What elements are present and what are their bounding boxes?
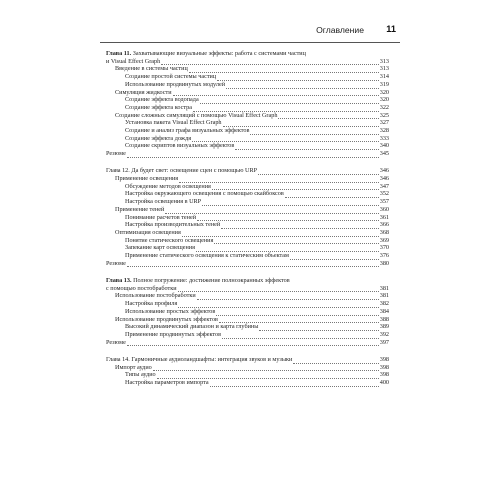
entry-title: Создание и анализ графа визуальных эффектов	[125, 127, 250, 135]
chapter-page: 398	[379, 355, 389, 363]
chapter-title	[106, 356, 389, 364]
subsection-entry	[106, 371, 389, 379]
header-page-number: 11	[386, 24, 396, 34]
entry-title: Импорт аудио	[115, 363, 152, 371]
entry-title: Резюме	[106, 150, 126, 158]
entry-title: Создание скриптов визуальных эффектов	[125, 142, 235, 150]
entry-page: 369	[379, 236, 389, 244]
dot-leader	[278, 113, 378, 119]
subsection-entry	[106, 221, 389, 229]
section-entry	[106, 292, 389, 300]
subsection-entry	[106, 73, 389, 81]
dot-leader	[189, 67, 379, 73]
dot-leader	[258, 169, 379, 175]
section-entry	[106, 175, 389, 183]
entry-title: Запекание карт освещения	[125, 244, 195, 252]
entry-title: Настройка освещения в URP	[125, 198, 202, 206]
subsection-entry	[106, 135, 389, 143]
dot-leader	[127, 261, 379, 267]
entry-page: 314	[379, 73, 389, 81]
subsection-entry	[106, 96, 389, 104]
entry-page: 313	[379, 65, 389, 73]
dot-leader	[178, 286, 379, 292]
entry-page: 357	[379, 198, 389, 206]
section-entry	[106, 316, 389, 324]
dot-leader	[197, 294, 379, 300]
entry-title: Применение статического освещения к статическим объектам	[125, 252, 289, 260]
entry-title: Обсуждение методов освещения	[125, 182, 211, 190]
entry-title: Настройка окружающего освещения с помощью скайбоксов	[125, 190, 284, 198]
chapter-block	[106, 356, 389, 387]
chapter-title-line2	[106, 58, 389, 66]
section-entry	[106, 89, 389, 97]
dot-leader	[173, 90, 379, 96]
chapter-title	[106, 50, 389, 58]
entry-title: Резюме	[106, 338, 126, 346]
dot-leader	[214, 238, 378, 244]
subsection-entry	[106, 252, 389, 260]
subsection-entry	[106, 323, 389, 331]
entry-title: Создание сложных симуляций с помощью Visual Effect Graph	[115, 111, 278, 119]
subsection-entry	[106, 244, 389, 252]
chapter-label: Глава 13.	[106, 276, 132, 284]
header-section-title: Оглавление	[316, 25, 364, 35]
entry-title: Использование простых эффектов	[125, 307, 216, 315]
chapter-label: Глава 14.	[106, 355, 130, 363]
chapter-block	[106, 167, 389, 267]
dot-leader	[221, 223, 378, 229]
chapter-title-wrap	[106, 167, 257, 175]
subsection-entry	[106, 81, 389, 89]
chapter-block	[106, 50, 389, 158]
dot-leader	[202, 200, 379, 206]
dot-leader	[226, 83, 379, 89]
dot-leader	[197, 215, 379, 221]
chapter-title-text2: и Visual Effect Graph	[106, 57, 161, 65]
entry-page: 319	[379, 80, 389, 88]
chapter-title-text: Да будет свет: освещение сцен с помощью URP	[131, 167, 258, 175]
summary-entry	[106, 260, 389, 268]
table-of-contents	[106, 50, 389, 396]
dot-leader	[216, 310, 378, 316]
dot-leader	[235, 144, 378, 150]
dot-leader	[222, 333, 379, 339]
section-entry	[106, 65, 389, 73]
subsection-entry	[106, 127, 389, 135]
entry-title: Создание эффекта костра	[125, 103, 193, 111]
dot-leader	[250, 129, 378, 135]
entry-title: Типы аудио	[125, 371, 156, 379]
dot-leader	[127, 152, 379, 158]
dot-leader	[127, 340, 379, 346]
dot-leader	[259, 325, 378, 331]
chapter-page: 313	[379, 57, 389, 65]
chapter-title	[106, 277, 389, 285]
dot-leader	[290, 254, 379, 260]
entry-page: 400	[379, 378, 389, 386]
dot-leader	[165, 208, 378, 214]
entry-title: Высокий динамический диапазон и карта глубины	[125, 323, 259, 331]
chapter-block	[106, 277, 389, 346]
entry-title: Оптимизация освещения	[115, 228, 181, 236]
entry-page: 392	[379, 330, 389, 338]
section-entry	[106, 364, 389, 372]
entry-page: 361	[379, 213, 389, 221]
entry-page: 370	[379, 244, 389, 252]
dot-leader	[285, 192, 379, 198]
subsection-entry	[106, 379, 389, 387]
subsection-entry	[106, 119, 389, 127]
entry-page: 333	[379, 134, 389, 142]
entry-title: Использование продвинутых модулей	[125, 80, 226, 88]
chapter-label: Глава 11.	[106, 50, 132, 57]
section-entry	[106, 229, 389, 237]
entry-page: 366	[379, 221, 389, 229]
entry-page: 381	[379, 292, 389, 300]
chapter-title-wrap	[106, 356, 292, 364]
summary-entry	[106, 150, 389, 158]
chapter-page: 381	[379, 284, 389, 292]
entry-page: 325	[379, 111, 389, 119]
dot-leader	[293, 358, 378, 364]
chapter-page: 346	[379, 167, 389, 175]
entry-page: 398	[379, 363, 389, 371]
entry-title: Применение продвинутых эффектов	[125, 330, 222, 338]
entry-title: Понятие статического освещения	[125, 236, 214, 244]
entry-page: 320	[379, 88, 389, 96]
entry-page: 389	[379, 323, 389, 331]
entry-page: 322	[379, 103, 389, 111]
entry-title: Применение теней	[115, 205, 165, 213]
entry-page: 327	[379, 119, 389, 127]
entry-title: Использование продвинутых эффектов	[115, 315, 218, 323]
entry-title: Понимание расчетов теней	[125, 213, 197, 221]
section-entry	[106, 112, 389, 120]
section-entry	[106, 206, 389, 214]
dot-leader	[217, 75, 379, 81]
subsection-entry	[106, 142, 389, 150]
chapter-title-text: Полное погружение: достижение полноэкранных эффектов	[133, 276, 290, 284]
subsection-entry	[106, 300, 389, 308]
entry-page: 397	[379, 338, 389, 346]
entry-title: Настройка производительных теней	[125, 221, 221, 229]
entry-page: 384	[379, 307, 389, 315]
entry-page: 382	[379, 300, 389, 308]
entry-title: Настройка параметров импорта	[125, 378, 209, 386]
entry-page: 328	[379, 127, 389, 135]
entry-title: Создание эффекта водопада	[125, 96, 199, 104]
entry-title: Использование постобработки	[115, 292, 196, 300]
chapter-title	[106, 167, 389, 175]
entry-title: Настройка профиля	[125, 300, 178, 308]
subsection-entry	[106, 190, 389, 198]
chapter-label: Глава 12.	[106, 167, 130, 175]
dot-leader	[153, 365, 379, 371]
entry-page: 345	[379, 150, 389, 158]
entry-page: 360	[379, 205, 389, 213]
subsection-entry	[106, 198, 389, 206]
entry-page: 320	[379, 96, 389, 104]
subsection-entry	[106, 308, 389, 316]
entry-title: Применение освещения	[115, 175, 179, 183]
entry-page: 352	[379, 190, 389, 198]
entry-title: Симуляция жидкости	[115, 88, 172, 96]
subsection-entry	[106, 237, 389, 245]
entry-title: Резюме	[106, 259, 126, 267]
summary-entry	[106, 339, 389, 347]
dot-leader	[200, 98, 379, 104]
entry-title: Введение в системы частиц	[115, 65, 188, 73]
chapter-title-text2: с помощью постобработки	[106, 284, 177, 292]
running-header	[100, 24, 400, 43]
subsection-entry	[106, 214, 389, 222]
chapter-title-line2	[106, 285, 389, 293]
entry-page: 368	[379, 228, 389, 236]
entry-page: 347	[379, 182, 389, 190]
chapter-title-text: Захватывающие визуальные эффекты: работа с системами частиц	[132, 50, 306, 57]
entry-page: 388	[379, 315, 389, 323]
subsection-entry	[106, 183, 389, 191]
entry-title: Создание простой системы частиц	[125, 73, 217, 81]
entry-page: 376	[379, 252, 389, 260]
dot-leader	[161, 59, 379, 65]
subsection-entry	[106, 331, 389, 339]
entry-page: 398	[379, 371, 389, 379]
entry-page: 346	[379, 175, 389, 183]
chapter-title-text: Гармоничные аудиоландшафты: интеграция звуков и музыки	[131, 355, 293, 363]
entry-page: 340	[379, 142, 389, 150]
dot-leader	[210, 381, 379, 387]
entry-page: 380	[379, 259, 389, 267]
subsection-entry	[106, 104, 389, 112]
entry-title: Установка пакета Visual Effect Graph	[125, 119, 222, 127]
entry-title: Создание эффекта дождя	[125, 134, 192, 142]
